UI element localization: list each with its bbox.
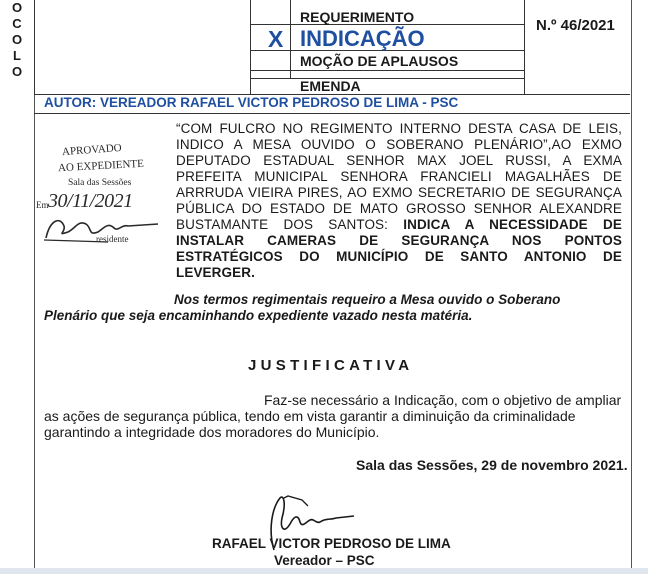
body-line: ARRRUDA VIEIRA PIRES, AO EXMO SECRETARIO DE SEGURANÇA	[176, 185, 622, 200]
justification-title: JUSTIFICATIVA	[248, 357, 414, 374]
selected-mark: X	[268, 26, 284, 52]
option-mocao-de-aplausos: MOÇÃO DE APLAUSOS	[300, 53, 459, 69]
scan-bottom-edge	[0, 568, 648, 574]
option-emenda: EMENDA	[300, 78, 361, 94]
body-line: PREFEITA MUNICIPAL SENHORA FRANCIELI MAGALHÃES DE	[176, 169, 622, 184]
protocol-letter: C	[12, 16, 22, 31]
stamp-line: Sala das Sessões	[68, 178, 132, 188]
grid-line	[250, 70, 524, 71]
grid-line	[250, 78, 524, 79]
approval-stamp	[34, 140, 170, 250]
body-line-bold: ESTRATÉGICOS DO MUNICÍPIO DE SANTO ANTONIO DE	[176, 249, 622, 264]
option-requerimento: REQUERIMENTO	[300, 9, 415, 25]
document-number: N.º 46/2021	[536, 17, 615, 34]
body-line: “COM FULCRO NO REGIMENTO INTERNO DESTA CASA DE LEIS,	[176, 121, 622, 136]
stamp-line: Em	[36, 200, 49, 210]
stamp-line: AO EXPEDIENTE	[57, 157, 145, 175]
request-line: Nos termos regimentais requeiro a Mesa ouvido o Soberano	[174, 292, 561, 307]
body-line: INDICO A MESA OUVIDO O SOBERANO PLENÁRIO”,AO EXMO	[176, 137, 622, 152]
author-line: AUTOR: VEREADOR RAFAEL VICTOR PEDROSO DE LIMA - PSC	[44, 95, 459, 110]
option-indicacao: INDICAÇÃO	[300, 26, 425, 51]
body-line-bold: INSTALAR CAMERAS DE SEGURANÇA NOS PONTOS	[176, 233, 622, 248]
protocol-letter: O	[11, 64, 23, 79]
body-line-bold: INDICA A NECESSIDADE DE	[403, 217, 622, 232]
body-line-bold: LEVERGER.	[176, 265, 255, 280]
stamp-line: residente	[96, 234, 129, 244]
protocol-strip-text	[8, 0, 26, 80]
signer-name: RAFAEL VICTOR PEDROSO DE LIMA	[212, 536, 451, 551]
body-line-split	[176, 217, 622, 233]
body-line-normal: BUSTAMANTE DOS SANTOS:	[176, 217, 404, 232]
justification-line: as ações de segurança pública, tendo em vista garantir a diminuição da criminalidade	[44, 408, 576, 424]
signer-role: Vereador – PSC	[274, 553, 375, 568]
grid-line	[524, 0, 525, 94]
protocol-letter: O	[11, 32, 23, 47]
justification-line: Faz-se necessário a Indicação, com o objetivo de ampliar	[264, 392, 622, 408]
grid-line	[290, 0, 291, 78]
body-line: PÚBLICA DO ESTADO DE MATO GROSSO SENHOR ALEXANDRE	[176, 201, 622, 216]
protocol-letter: L	[13, 48, 21, 63]
body-line: DEPUTADO ESTADUAL SENHOR MAX JOEL RUSSI, A EXMA	[176, 153, 622, 168]
protocol-letter: O	[11, 0, 23, 15]
grid-line	[250, 0, 251, 94]
closing-date: Sala das Sessões, 29 de novembro 2021.	[356, 457, 628, 473]
stamp-date: 30/11/2021	[48, 190, 133, 212]
justification-line: garantindo a integridade dos moradores do Município.	[44, 424, 380, 440]
request-line: Plenário que seja encaminhando expediente vazado nesta matéria.	[44, 308, 473, 323]
stamp-line: APROVADO	[61, 141, 123, 159]
